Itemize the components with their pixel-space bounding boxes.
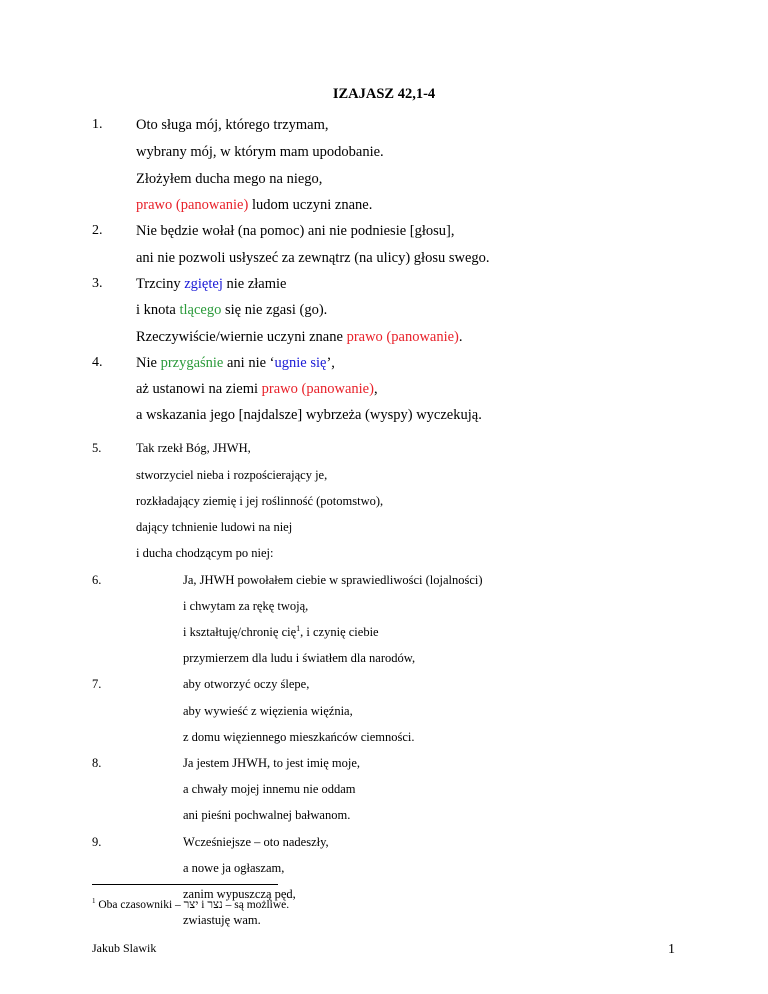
verse-line — [136, 355, 335, 372]
verse-text: z domu więziennego mieszkańców ciemności. — [183, 730, 415, 744]
verse-text: ludom uczyni znane. — [248, 197, 373, 213]
verse-text: nie złamie — [222, 276, 287, 292]
verse-line — [136, 223, 455, 240]
verse-text: Ja, JHWH powołałem ciebie w sprawiedliwości (lojalności) — [183, 573, 483, 587]
verse-number: 4. — [92, 355, 103, 370]
verse-line — [136, 144, 384, 161]
verse-text: ani nie pozwoli usłyszeć za zewnątrz (na ulicy) głosu swego. — [136, 250, 490, 266]
verse-text: . — [458, 329, 463, 345]
verse-text: a wskazania jego [najdalsze] wybrzeża (wyspy) wyczekują. — [136, 407, 482, 423]
verse-line — [183, 573, 483, 588]
highlighted-term: przygaśnie — [160, 355, 224, 371]
verse-text: i chwytam za rękę twoją, — [183, 599, 309, 613]
verse-line — [183, 651, 415, 666]
verse-text: ani pieśni pochwalnej bałwanom. — [183, 808, 351, 822]
verse-text: się nie zgasi (go). — [221, 302, 328, 318]
verse-line — [183, 677, 309, 692]
verse-number: 1. — [92, 117, 103, 132]
verse-text: Ja jestem JHWH, to jest imię moje, — [183, 756, 361, 770]
verse-text: i kształtuję/chronię cię — [183, 625, 297, 639]
verse-text: Trzciny — [136, 276, 185, 292]
verse-line — [136, 494, 383, 509]
verse-line — [136, 329, 463, 346]
footnote — [92, 899, 289, 911]
footnote-divider — [92, 884, 278, 885]
verse-line — [136, 441, 251, 456]
highlighted-term: zgiętej — [184, 276, 223, 292]
footnote-ref: 1 — [296, 623, 301, 633]
verse-text: zwiastuję wam. — [183, 913, 261, 927]
verse-text: zanim wypuszczą pęd, — [183, 887, 296, 901]
verse-line — [183, 808, 350, 823]
verse-line — [183, 913, 261, 928]
verse-number: 2. — [92, 223, 103, 238]
verse-number: 3. — [92, 276, 103, 291]
verse-line — [183, 835, 329, 850]
highlighted-term: prawo (panowanie) — [136, 197, 249, 213]
verse-line — [183, 861, 284, 876]
verse-line — [183, 704, 353, 719]
verse-text: i ducha chodzącym po niej: — [136, 546, 274, 560]
footer-author: Jakub Slawik — [92, 941, 157, 955]
verse-line — [136, 546, 273, 561]
page-title: IZAJASZ 42,1-4 — [332, 86, 436, 102]
verse-number: 8. — [92, 756, 102, 770]
verse-text: Wcześniejsze – oto nadeszły, — [183, 835, 329, 849]
verse-number: 7. — [92, 677, 102, 691]
verse-number: 5. — [92, 441, 102, 455]
verse-text: Tak rzekł Bóg, JHWH, — [136, 441, 251, 455]
page-number: 1 — [668, 942, 675, 957]
verse-line — [136, 197, 372, 214]
verse-text: Złożyłem ducha mego na niego, — [136, 171, 323, 187]
verse-number: 9. — [92, 835, 102, 849]
verse-text: przymierzem dla ludu i światłem dla narodów, — [183, 651, 416, 665]
verse-text: a chwały mojej innemu nie oddam — [183, 782, 356, 796]
verse-line — [136, 468, 327, 483]
verse-text: ’, — [326, 355, 335, 371]
highlighted-term: ugnie się — [274, 355, 327, 371]
verse-text: , i czynię ciebie — [300, 625, 379, 639]
verse-text: a nowe ja ogłaszam, — [183, 861, 285, 875]
verse-number: 6. — [92, 573, 102, 587]
verse-line — [136, 302, 327, 319]
verse-text: wybrany mój, w którym mam upodobanie. — [136, 144, 384, 160]
verse-text: rozkładający ziemię i jej roślinność (potomstwo), — [136, 494, 384, 508]
verse-line — [136, 250, 490, 267]
verse-line — [183, 625, 379, 640]
footnote-mark: 1 — [92, 897, 96, 906]
verse-line — [136, 381, 378, 398]
verse-text: Nie będzie wołał (na pomoc) ani nie podniesie [głosu], — [136, 223, 455, 239]
verse-text: aż ustanowi na ziemi — [136, 381, 262, 397]
verse-line — [136, 117, 329, 134]
verse-line — [136, 520, 292, 535]
verse-text: Rzeczywiście/wiernie uczyni znane — [136, 329, 347, 345]
verse-text: aby otworzyć oczy ślepe, — [183, 677, 310, 691]
verse-line — [136, 276, 286, 293]
verse-text: Oto sługa mój, którego trzymam, — [136, 117, 329, 133]
verse-line — [183, 730, 415, 745]
verse-text: stworzyciel nieba i rozpościerający je, — [136, 468, 328, 482]
verse-line — [183, 599, 308, 614]
verse-text: aby wywieść z więzienia więźnia, — [183, 704, 353, 718]
verse-text: dający tchnienie ludowi na niej — [136, 520, 293, 534]
verse-text: , — [373, 381, 378, 397]
verse-line — [136, 407, 482, 424]
highlighted-term: prawo (panowanie) — [261, 381, 374, 397]
verse-line — [183, 756, 360, 771]
footnote-text: Oba czasowniki – יצר i נצר – są możliwe. — [98, 899, 290, 911]
verse-line — [136, 171, 322, 188]
highlighted-term: tlącego — [179, 302, 222, 318]
verse-text: i knota — [136, 302, 180, 318]
highlighted-term: prawo (panowanie) — [346, 329, 459, 345]
verse-line — [183, 782, 356, 797]
verse-text: ani nie ‘ — [223, 355, 275, 371]
verse-text: Nie — [136, 355, 161, 371]
